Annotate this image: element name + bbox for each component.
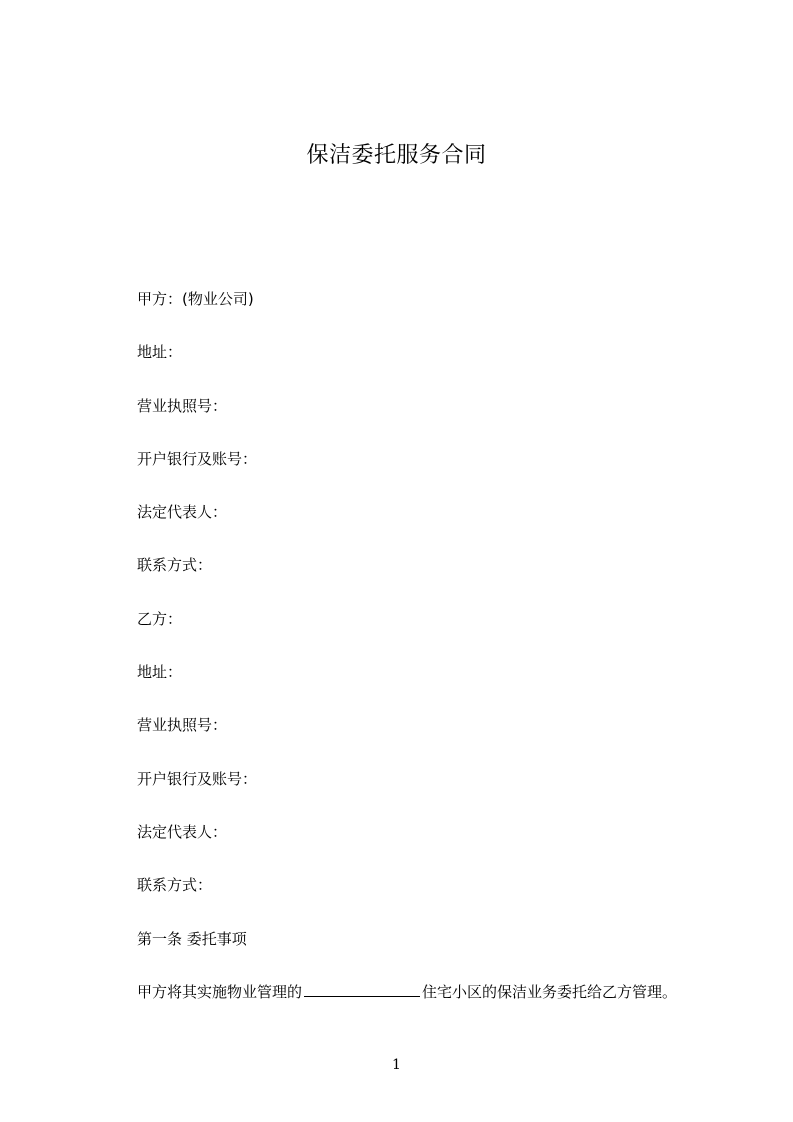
- page-number: 1: [392, 1057, 401, 1073]
- party-a-representative: 法定代表人：: [137, 503, 228, 522]
- party-a-address: 地址：: [137, 343, 183, 362]
- article-1-text-start: 甲方将其实施物业管理的: [137, 982, 303, 1001]
- document-title: 保洁委托服务合同: [306, 143, 487, 168]
- party-b-label: 乙方：: [137, 609, 183, 628]
- party-b-contact: 联系方式：: [137, 876, 213, 895]
- fill-in-blank: [304, 982, 420, 997]
- article-1-text-end: 住宅小区的保洁业务委托给乙方管理。: [422, 982, 678, 1001]
- party-a-bank: 开户银行及账号：: [137, 449, 258, 468]
- article-1-paragraph: [137, 981, 737, 1034]
- party-b-address: 地址：: [137, 663, 183, 682]
- party-a-license: 营业执照号：: [137, 396, 228, 415]
- article-1-heading: 第一条 委托事项: [137, 929, 247, 948]
- party-a-contact: 联系方式：: [137, 556, 213, 575]
- party-b-license: 营业执照号：: [137, 716, 228, 735]
- contract-body: [137, 288, 737, 1034]
- party-b-representative: 法定代表人：: [137, 822, 228, 841]
- party-b-bank: 开户银行及账号：: [137, 769, 258, 788]
- party-a-label: 甲方：(物业公司): [137, 290, 254, 308]
